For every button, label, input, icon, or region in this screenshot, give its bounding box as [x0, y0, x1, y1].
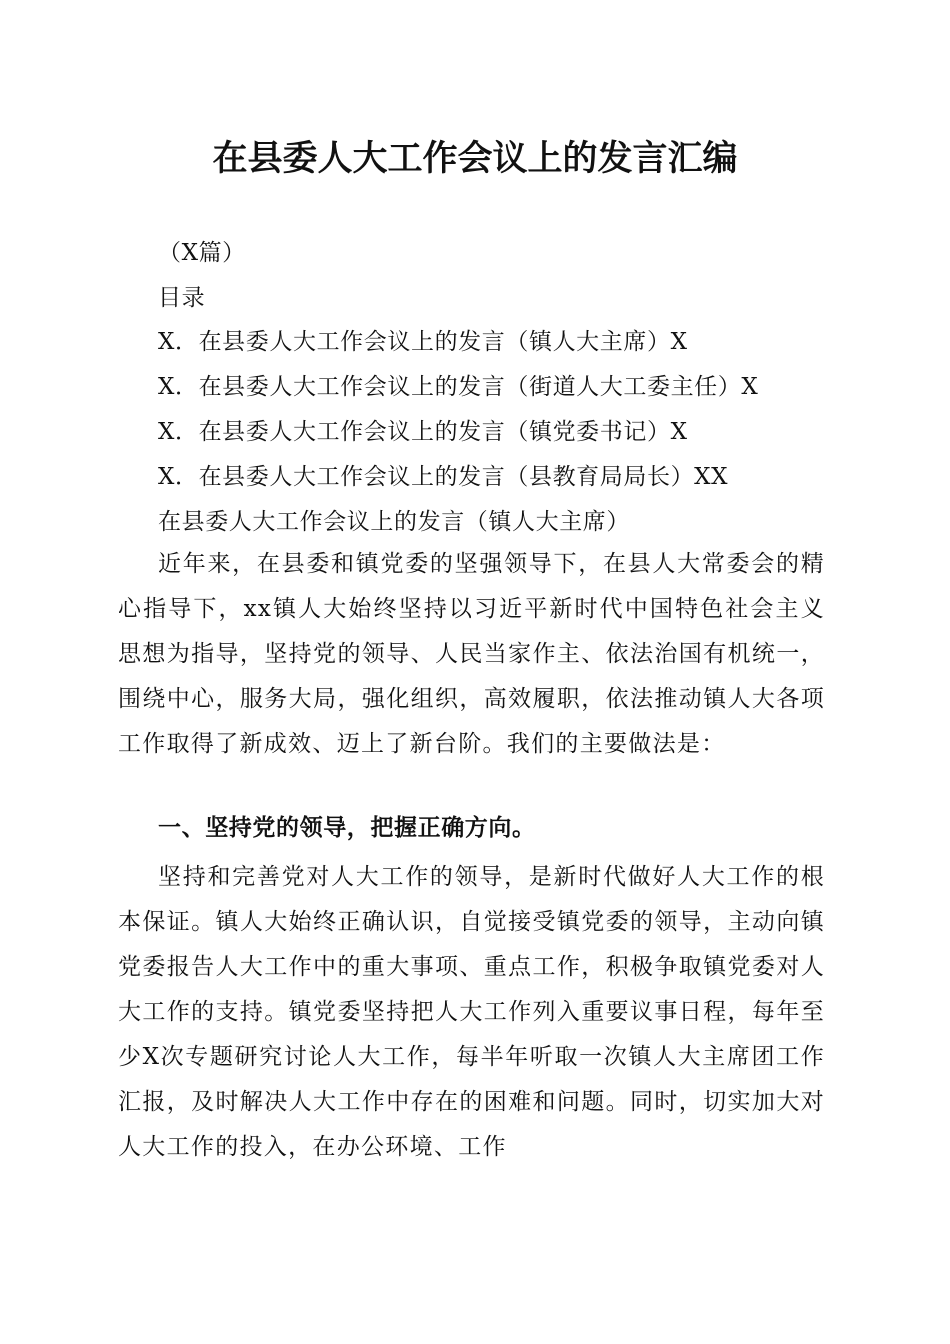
toc-item: X．在县委人大工作会议上的发言（镇人大主席）X [158, 329, 688, 355]
body-paragraph: 坚持和完善党对人大工作的领导，是新时代做好人大工作的根本保证。镇人大始终正确认识，自觉接受镇党委的领导，主动向镇党委报告人大工作中的重大事项、重点工作，积极争取镇党委对人大工作的支持。镇党委坚持把人大工作列入重要议事日程，每年至少X次专题研究讨论人大工作，每半年听取一次镇人大主席团工作汇报，及时解决人大工作中存在的困难和问题。同时，切实加大对人大工作的投入，在办公环境、工作 [118, 864, 825, 1160]
speech-title: 在县委人大工作会议上的发言（镇人大主席） [158, 509, 630, 535]
toc-item: X．在县委人大工作会议上的发言（县教育局局长）XX [158, 464, 729, 490]
toc-item: X．在县委人大工作会议上的发言（镇党委书记）X [158, 419, 688, 445]
toc-heading: 目录 [158, 285, 206, 311]
section-heading: 一、坚持党的领导，把握正确方向。 [158, 815, 536, 841]
count-note: （X篇） [158, 240, 246, 266]
toc-item: X．在县委人大工作会议上的发言（街道人大工委主任）X [158, 374, 759, 400]
document-title: 在县委人大工作会议上的发言汇编 [212, 138, 738, 179]
body-paragraph: 近年来，在县委和镇党委的坚强领导下，在县人大常委会的精心指导下，xx镇人大始终坚持以习近平新时代中国特色社会主义思想为指导，坚持党的领导、人民当家作主、依法治国有机统一，围绕中心，服务大局，强化组织，高效履职，依法推动镇人大各项工作取得了新成效、迈上了新台阶。我们的主要做法是： [118, 551, 825, 757]
